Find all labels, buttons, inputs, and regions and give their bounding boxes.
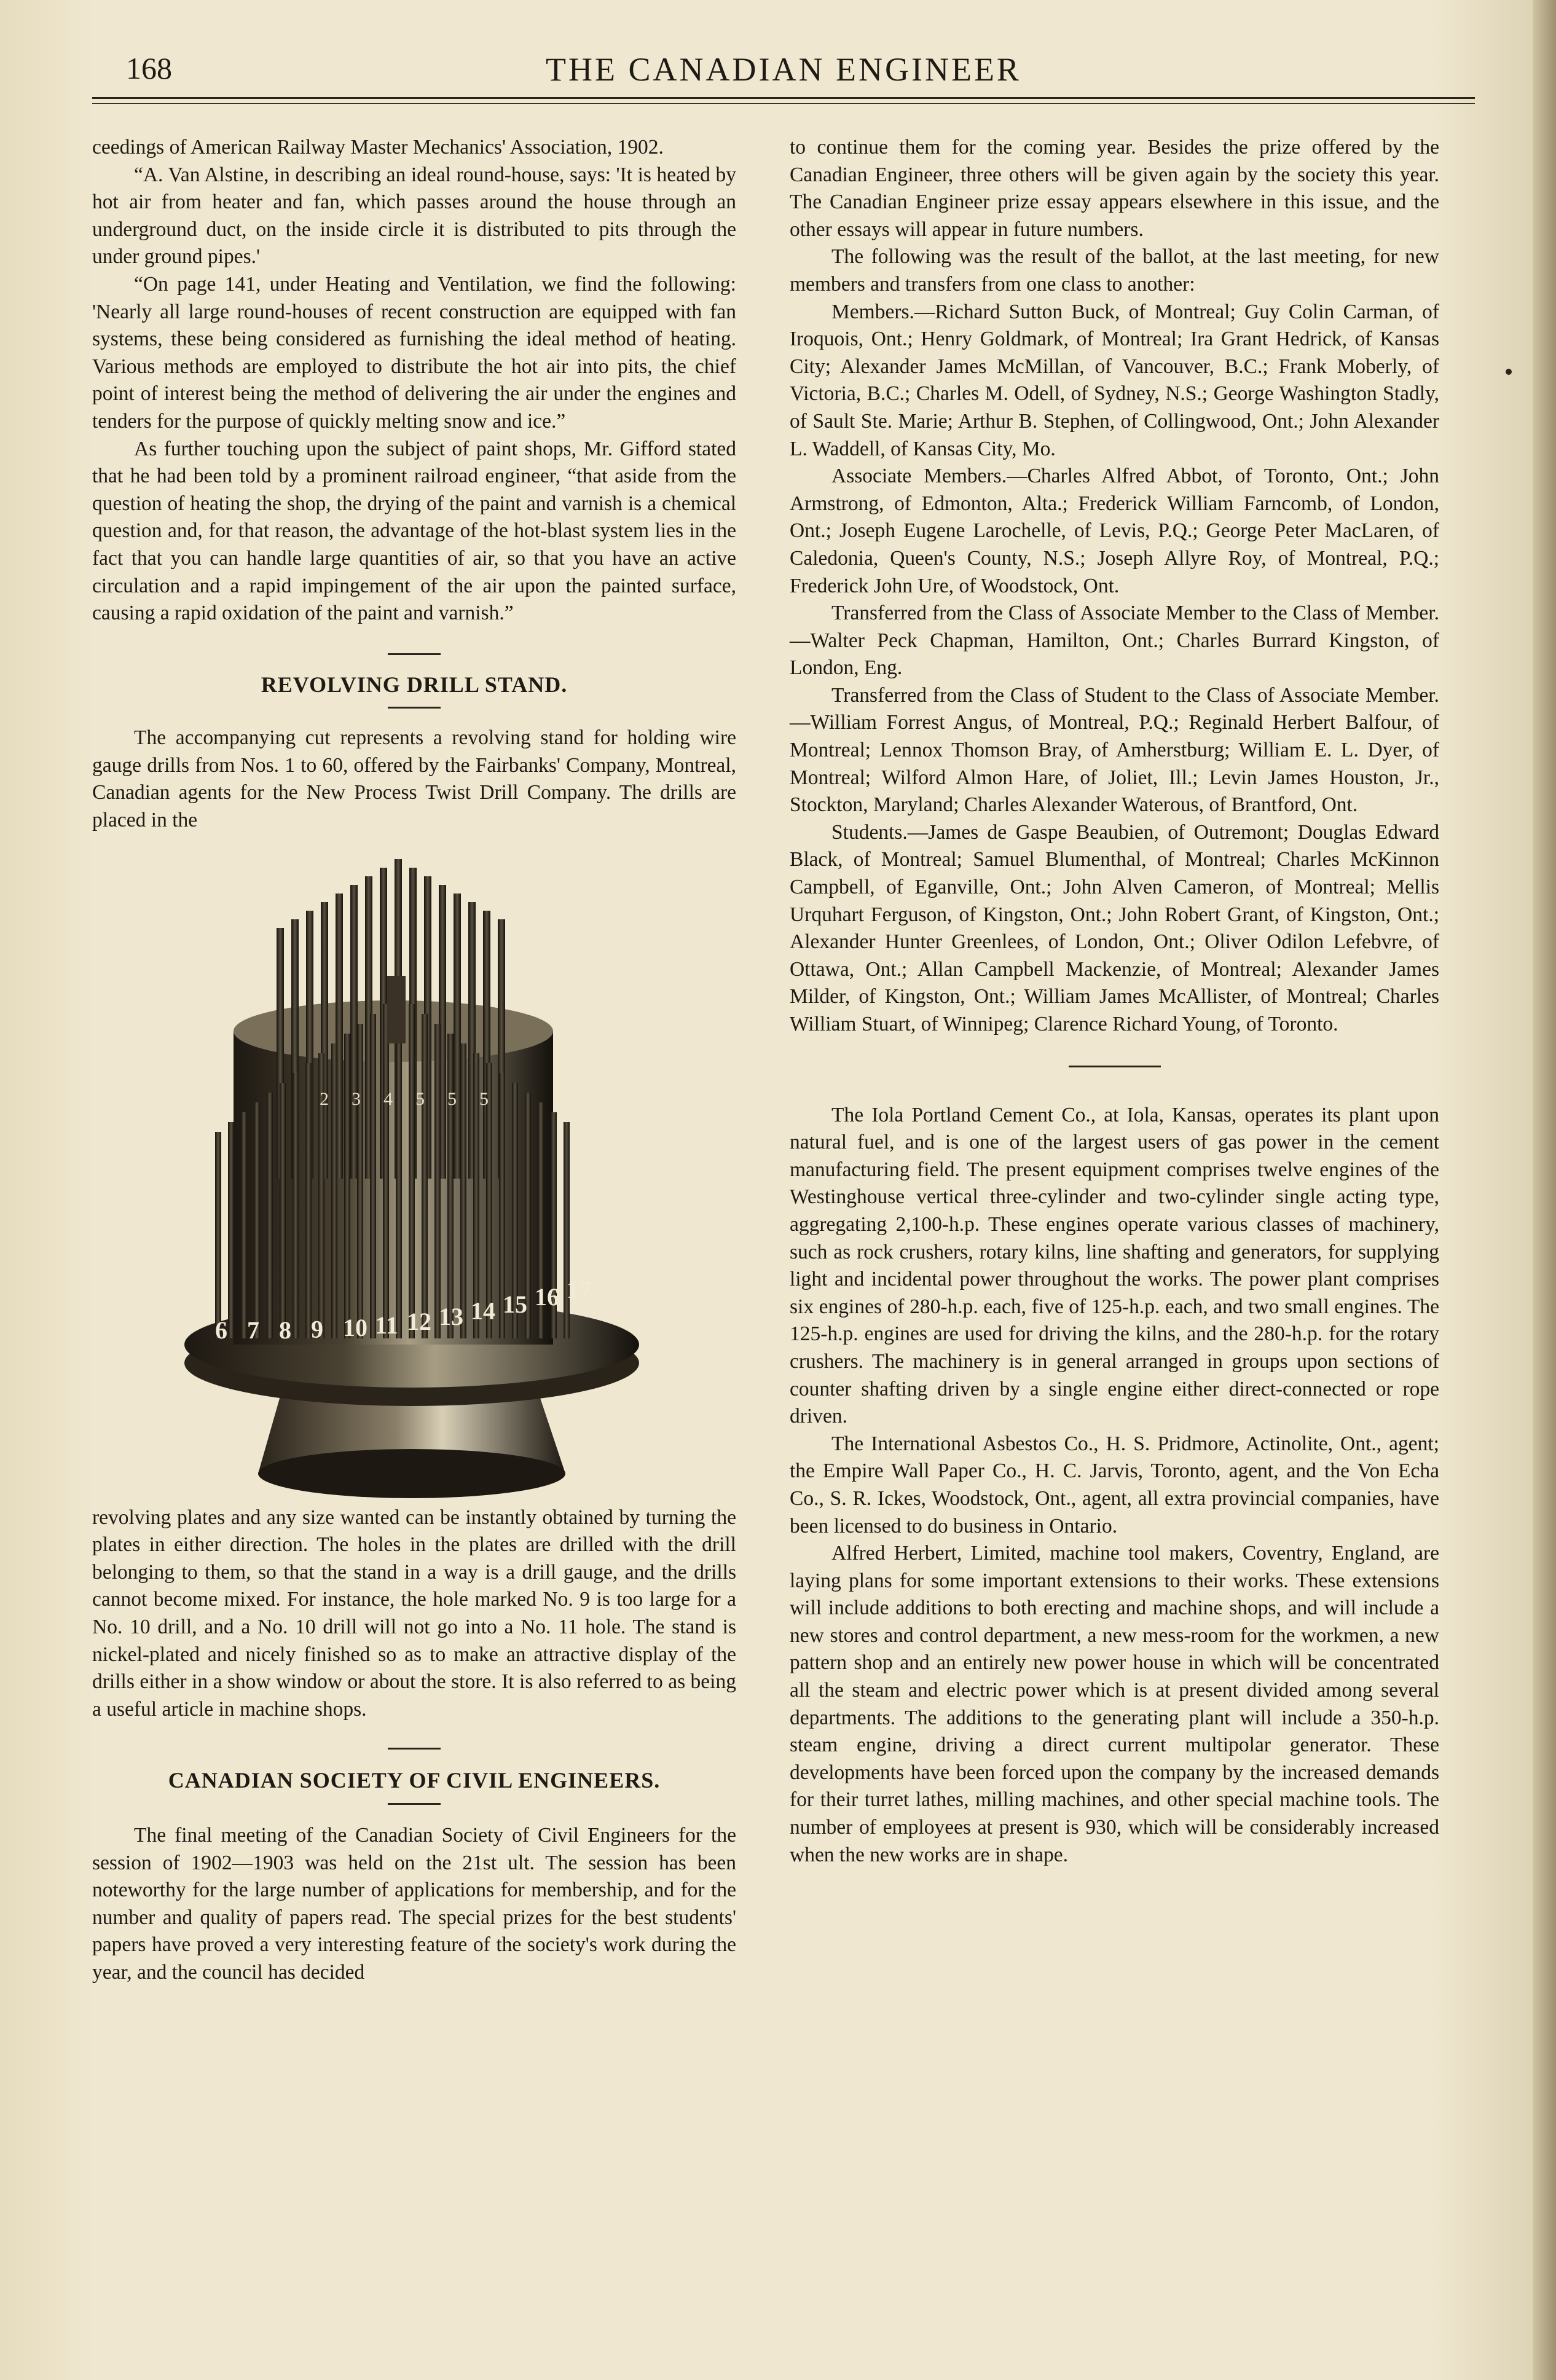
transfer-to-associate-list: Transferred from the Class of Student to the Class of Associate Member.—William Forrest Angus, of Montreal, P.Q.; Reginald Herbert Balfour, of Montreal; Lennox Thomson Bray, of Amherstburg; William E. L. Dyer, of Montreal; Wilford Almon Hare, of Joliet, Ill.; Levin James Houston, Jr., Stockton, Maryland; Charles Alexander Waterous, of Brantford, Ont. xyxy=(790,683,1439,817)
drill-bit xyxy=(267,1093,273,1338)
drill-bit xyxy=(293,1073,299,1338)
plate-number: 17 xyxy=(567,1275,591,1303)
article-paragraph: As further touching upon the subject of paint shops, Mr. Gifford stated that he had been told by a prominent railroad engineer, “that aside from the question of heating the shop, the drying of the paint and varnish is a chemical question and, for that reason, the advantage of the hot-blast system lies in the fact that you can handle large quantities of air, so that you have an active circulation and a rapid impingement of the air upon the painted surface, causing a rapid oxidation of the paint and varnish.” xyxy=(92,437,736,625)
drill-stand-heading: REVOLVING DRILL STAND. xyxy=(261,672,568,697)
drill-bit xyxy=(228,1122,234,1338)
header-rule xyxy=(92,97,1475,99)
page-header xyxy=(92,50,1475,93)
drill-bit xyxy=(434,1024,441,1338)
journal-title: THE CANADIAN ENGINEER xyxy=(546,51,1021,88)
binding-gutter xyxy=(1533,0,1556,2380)
drill-bit xyxy=(454,893,461,1179)
drill-bit xyxy=(331,1043,337,1338)
members-list: Members.—Richard Sutton Buck, of Montreal; Guy Colin Carman, of Iroquois, Ont.; Henry Goldmark, of Montreal; Ira Grant Hedrick, of Kansas City; Alexander James McMillan, of Vancouver, B.C.; Frank Moberly, of Victoria, B.C.; Charles M. Odell, of Sydney, N.S.; George Washington Stadly, of Sault Ste. Marie; Arthur B. Stephen, of Collingwood, Ont.; John Alexander L. Waddell, of Kansas City, Mo. xyxy=(790,300,1439,460)
drill-bit xyxy=(241,1112,247,1338)
drill-bit xyxy=(370,1014,376,1338)
drill-stand-engraving xyxy=(92,835,736,1504)
drill-stand-intro: The accompanying cut represents a revolving stand for holding wire gauge drills from Nos. 1 to 60, offered by the Fairbanks' Company, Montreal, Canadian agents for the New Process Twist Drill Company. The drills are placed in the xyxy=(92,726,736,832)
article-paragraph: “A. Van Alstine, in describing an ideal round-house, says: 'It is heated by hot air from heater and fan, which passes around the house through an underground duct, on the inside circle it is distributed to pits through the under ground pipes.' xyxy=(92,163,736,269)
upper-plate-number: 5 xyxy=(479,1088,489,1109)
csce-heading: CANADIAN SOCIETY OF CIVIL ENGINEERS. xyxy=(168,1768,661,1793)
associate-members-list: Associate Members.—Charles Alfred Abbot, of Toronto, Ont.; John Armstrong, of Edmonton, Alta.; Frederick William Farncomb, of London, Ont.; Joseph Eugene Larochelle, of Levis, P.Q.; George Peter MacLaren, of Caledonia, Queen's County, N.S.; Joseph Allyre Roy, of Montreal, P.Q.; Frederick John Ure, of Woodstock, Ont. xyxy=(790,465,1439,597)
drill-bit xyxy=(447,1034,454,1338)
drill-bit xyxy=(396,994,402,1338)
news-item-iola-cement: The Iola Portland Cement Co., at Iola, Kansas, operates its plant upon natural fuel, and is one of the largest users of gas power in the cement manufacturing field. The present equipment comprises twelve engines of the Westinghouse vertical three-cylinder and two-cylinder single acting type, aggregating 2,100-h.p. These engines operate various classes of machinery, such as rock crushers, rotary kilns, line shafting and generators, for supplying light and incidental power throughout the works. The power plant comprises six engines of 280-h.p. each, five of 125-h.p. each, and two small engines. The 125-h.p. engines are used for driving the kilns, and the 280-h.p. for the rotary crushers. The machinery is in general arranged in groups upon sections of counter shafting driven by a single engine either direct-connected or rope driven. xyxy=(790,1103,1439,1428)
upper-plate-number: 5 xyxy=(447,1088,457,1109)
drill-bit xyxy=(215,1132,221,1338)
news-item-asbestos-licences: The International Asbestos Co., H. S. Pridmore, Actinolite, Ont., agent; the Empire Wall Paper Co., H. C. Jarvis, Toronto, agent, and the Von Echa Co., S. R. Ickes, Woodstock, Ont., agent, all extra provincial companies, have been licensed to do business in Ontario. xyxy=(790,1432,1439,1538)
drill-bit xyxy=(344,1034,350,1338)
header-rule-thin xyxy=(92,103,1475,104)
plate-number: 16 xyxy=(535,1282,559,1311)
drill-bit xyxy=(350,885,358,1179)
plate-number: 11 xyxy=(375,1311,398,1339)
drill-bit xyxy=(383,1004,389,1338)
plate-number: 7 xyxy=(247,1316,259,1344)
csce-intro: The final meeting of the Canadian Society of Civil Engineers for the session of 1902—1903 was held on the 21st ult. The session has been noteworthy for the large number of applications for membership, and for the number and quality of papers read. The special prizes for the best students' papers have proved a very interesting feature of the society's work during the year, and the council has decided xyxy=(92,1824,736,1984)
margin-mark xyxy=(1506,369,1512,375)
upper-plate-number: 5 xyxy=(415,1088,425,1109)
article-paragraph: ceedings of American Railway Master Mechanics' Association, 1902. xyxy=(92,136,664,159)
transfer-to-member-list: Transferred from the Class of Associate Member to the Class of Member.—Walter Peck Chapman, Hamilton, Ont.; Charles Burrard Kingston, of London, Eng. xyxy=(790,602,1439,680)
plate-number: 8 xyxy=(279,1316,291,1344)
drill-bit xyxy=(564,1122,570,1338)
center-post xyxy=(387,976,406,1043)
plate-number: 9 xyxy=(311,1315,323,1343)
plate-number: 6 xyxy=(215,1316,227,1344)
plate-number: 10 xyxy=(343,1313,367,1341)
drill-bit xyxy=(357,1024,363,1338)
drill-stand-description: revolving plates and any size wanted can be instantly obtained by turning the plates in either direction. The holes in the plates are drilled with the drill belonging to them, so that the stand in a way is a drill gauge, and the drills cannot become mixed. For instance, the hole marked No. 9 is too large for a No. 10 drill, and a No. 10 drill will not go into a No. 11 hole. The stand is nickel-plated and nicely finished so as to make an attractive display of the drills either in a show window or about the store. It is also referred to as being a useful article in machine shops. xyxy=(92,1506,736,1721)
left-column xyxy=(92,134,736,1987)
drill-bit xyxy=(305,1063,312,1338)
students-list: Students.—James de Gaspe Beaubien, of Outremont; Douglas Edward Black, of Montreal; Samuel Blumenthal, of Montreal; Charles McKinnon Campbell, of Eganville, Ont.; John Alven Cameron, of Montreal; Mellis Urquhart Ferguson, of Kingston, Ont.; John Robert Grant, of Kingston, Ont.; Alexander Hunter Greenlees, of London, Ont.; Oliver Odilon Lefebvre, of Ottawa, Ont.; Allan Campbell Mackenzie, of Montreal; Alexander James Milder, of Kingston, Ont.; William James McAllister, of Montreal; Charles William Stuart, of Winnipeg; Clarence Richard Young, of Toronto. xyxy=(790,820,1439,1035)
pedestal-foot xyxy=(258,1449,565,1498)
drill-bit xyxy=(460,1043,466,1338)
drill-bit xyxy=(422,1014,428,1338)
drill-bit xyxy=(280,1083,286,1338)
news-item-alfred-herbert: Alfred Herbert, Limited, machine tool makers, Coventry, England, are laying plans for some important extensions to their works. These extensions will include additions to both erecting and machine shops, and will include a new stores and control department, a new mess-room for the workmen, a new pattern shop and an entirely new power house in which will be concentrated all the steam and electric power which is at present divided among several departments. The additions to the generating plant will include a 350-h.p. steam engine, driving a direct current multipolar generator. These developments have been forced upon the company by the increased demands for their turret lathes, milling machines, and other special machine tools. The number of employees at present is 930, which will be considerably increased when the new works are in shape. xyxy=(790,1542,1439,1866)
drill-bit xyxy=(409,1004,415,1338)
drill-bit xyxy=(254,1102,260,1338)
article-paragraph: The following was the result of the ballot, at the last meeting, for new members and transfers from one class to another: xyxy=(790,245,1439,296)
drill-bit xyxy=(473,1053,479,1338)
plate-number: 15 xyxy=(503,1290,527,1318)
upper-plate-number: 3 xyxy=(352,1088,361,1109)
page-number: 168 xyxy=(126,51,172,85)
upper-plate-number: 2 xyxy=(320,1088,329,1109)
article-paragraph: to continue them for the coming year. Besides the prize offered by the Canadian Engineer, three others will be given again by the society this year. The Canadian Engineer prize essay appears elsewhere in this issue, and the other essays will appear in future numbers. xyxy=(790,136,1439,241)
plate-number: 12 xyxy=(407,1307,431,1335)
right-column xyxy=(790,134,1439,1869)
plate-number: 13 xyxy=(439,1302,463,1330)
plate-number: 14 xyxy=(471,1297,495,1325)
upper-plate-number: 4 xyxy=(383,1088,393,1109)
article-paragraph: “On page 141, under Heating and Ventilation, we find the following: 'Nearly all large round-houses of recent construction are equipped with fan systems, these being considered as furnishing the ideal method of heating. Various methods are employed to distribute the hot air into pits, the chief point of interest being the method of delivering the air under the engines and tenders for the purpose of quickly melting snow and ice.” xyxy=(92,272,736,433)
drill-stand-illustration xyxy=(92,835,736,1504)
